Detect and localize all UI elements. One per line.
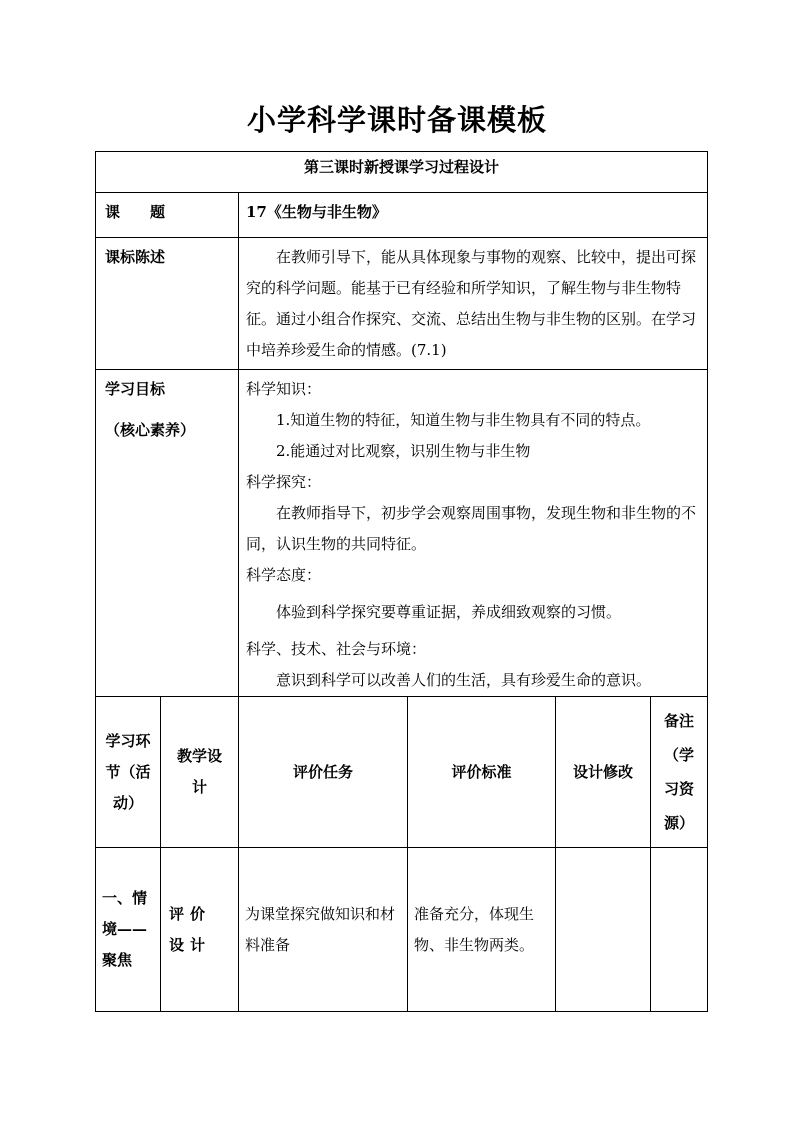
objectives-sublabel: （核心素养）: [105, 421, 196, 439]
row-revision: [556, 848, 651, 1012]
standard-row: [96, 238, 708, 370]
objectives-cell: [239, 370, 708, 697]
stse-title: 科学、技术、社会与环境：: [246, 640, 427, 658]
row-criteria: 准备充分，体现生物、非生物两类。: [408, 848, 556, 1012]
col-design: 教学设计: [161, 697, 239, 848]
stse-text: 意识到科学可以改善人们的生活，具有珍爱生命的意识。: [276, 671, 652, 689]
standard-text: 在教师引导下，能从具体现象与事物的观察、比较中，提出可探究的科学问题。能基于已有经验和所学知识，了解生物与非生物特征。通过小组合作探究、交流、总结出生物与非生物的区别。在学习中培养珍爱生命的情感。(7.1): [246, 248, 697, 359]
objectives-label: 学习目标: [105, 380, 166, 398]
topic-row: [96, 193, 708, 238]
topic-label: 课 题: [96, 193, 239, 238]
inquiry-title: 科学探究：: [246, 473, 322, 491]
objectives-label-cell: [96, 370, 239, 697]
row-stage: 一、情境——聚焦: [96, 848, 161, 1012]
topic-value: 17《生物与非生物》: [239, 193, 708, 238]
knowledge-item-1: 1.知道生物的特征，知道生物与非生物具有不同的特点。: [276, 411, 651, 429]
col-criteria: 评价标准: [408, 697, 556, 848]
page-title: 小学科学课时备课模板: [246, 103, 547, 137]
row-design: 评价设计: [161, 848, 239, 1012]
knowledge-item-2: 2.能通过对比观察，识别生物与非生物: [276, 442, 531, 460]
stage-row: [96, 848, 708, 1012]
attitude-title: 科学态度：: [246, 566, 322, 584]
column-header-row: [96, 697, 708, 848]
standard-label: 课标陈述: [96, 238, 239, 370]
col-task: 评价任务: [239, 697, 408, 848]
attitude-text: 体验到科学探究要尊重证据，养成细致观察的习惯。: [276, 603, 622, 621]
col-stage: 学习环节（活动）: [96, 697, 161, 848]
row-notes: [651, 848, 708, 1012]
lesson-plan-table: [95, 151, 708, 1012]
standard-cell: [239, 238, 708, 370]
section-header: 第三课时新授课学习过程设计: [96, 152, 708, 193]
row-task: 为课堂探究做知识和材料准备: [239, 848, 408, 1012]
col-revision: 设计修改: [556, 697, 651, 848]
inquiry-text: 在教师指导下，初步学会观察周围事物，发现生物和非生物的不同，认识生物的共同特征。: [246, 504, 697, 553]
section-header-row: [96, 152, 708, 193]
col-notes: 备注（学习资源）: [651, 697, 708, 848]
objectives-row: [96, 370, 708, 697]
knowledge-title: 科学知识：: [246, 380, 322, 398]
